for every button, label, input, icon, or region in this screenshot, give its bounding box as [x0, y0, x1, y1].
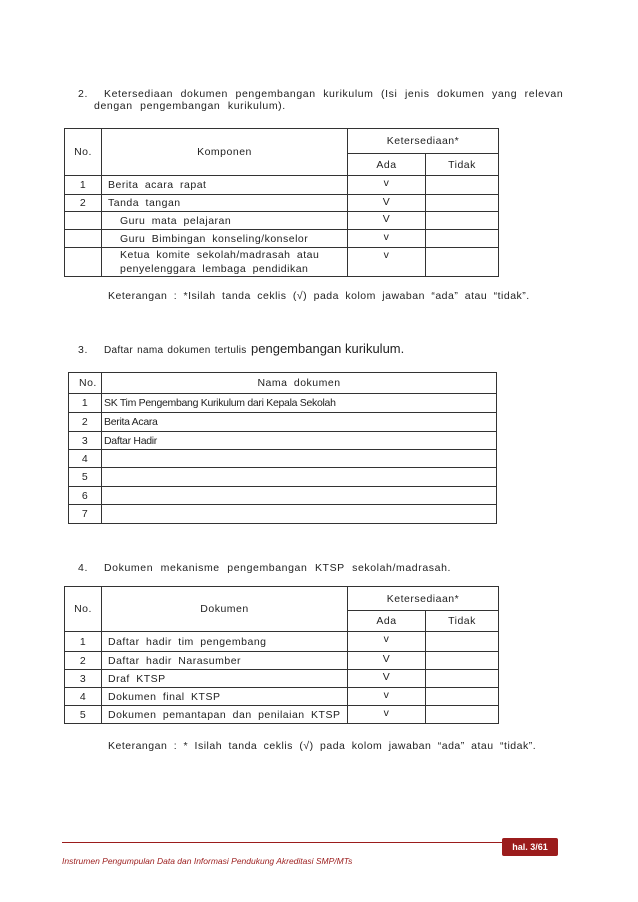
row-tidak: [426, 632, 499, 652]
table-row: [65, 670, 499, 688]
header-tidak: Tidak: [426, 611, 499, 632]
row-no: [65, 230, 102, 248]
row-nama: Daftar Hadir: [102, 432, 497, 450]
row-tidak: [426, 248, 499, 277]
section4-note: Keterangan : * Isilah tanda ceklis (√) pada kolom jawaban “ada” atau “tidak”.: [108, 740, 537, 752]
row-no: [65, 248, 102, 277]
row-item-line2: penyelenggara lembaga pendidikan: [120, 263, 309, 275]
row-no: 5: [69, 468, 102, 487]
table-row: [65, 176, 499, 195]
row-tidak: [426, 670, 499, 688]
row-nama: Berita Acara: [102, 413, 497, 432]
row-no: 2: [69, 413, 102, 432]
section3-table: [68, 372, 497, 524]
table-row: [69, 505, 497, 524]
header-komponen: Komponen: [102, 129, 348, 176]
header-ketersediaan: Ketersediaan*: [348, 129, 499, 154]
row-item: Draf KTSP: [102, 670, 348, 688]
section4-number: 4.: [78, 562, 88, 574]
row-ada: V: [348, 212, 426, 230]
row-no: 1: [65, 176, 102, 195]
section4-table: [64, 586, 499, 724]
row-item: Berita acara rapat: [102, 176, 348, 195]
table-row: [65, 688, 499, 706]
header-no: No.: [69, 373, 102, 394]
row-ada: V: [348, 670, 426, 688]
section2-note: Keterangan : *Isilah tanda ceklis (√) pada kolom jawaban “ada” atau “tidak”.: [108, 290, 530, 302]
table-row: [69, 487, 497, 505]
section3-title: [104, 340, 404, 358]
row-item: [102, 248, 348, 277]
row-no: 6: [69, 487, 102, 505]
section2-number: 2.: [78, 88, 88, 100]
row-nama: [102, 468, 497, 487]
section3-title-suffix: pengembangan kurikulum: [251, 341, 401, 356]
row-ada: v: [348, 230, 426, 248]
table-row: [65, 652, 499, 670]
table-row: [69, 394, 497, 413]
row-nama: [102, 505, 497, 524]
row-ada: v: [348, 248, 426, 277]
row-item: Dokumen pemantapan dan penilaian KTSP: [102, 706, 348, 724]
section2-title-line2: dengan pengembangan kurikulum).: [94, 100, 286, 112]
table-row: [69, 432, 497, 450]
header-no: No.: [65, 587, 102, 632]
row-tidak: [426, 176, 499, 195]
footer-text: Instrumen Pengumpulan Data dan Informasi Pendukung Akreditasi SMP/MTs: [62, 856, 353, 866]
row-no: 7: [69, 505, 102, 524]
row-item: Guru mata pelajaran: [102, 212, 348, 230]
row-tidak: [426, 230, 499, 248]
header-ketersediaan: Ketersediaan*: [348, 587, 499, 611]
table-row: [65, 230, 499, 248]
header-ada: Ada: [348, 611, 426, 632]
row-no: 1: [69, 394, 102, 413]
row-item: Daftar hadir Narasumber: [102, 652, 348, 670]
header-tidak: Tidak: [426, 154, 499, 176]
row-no: 1: [65, 632, 102, 652]
table-row: [65, 632, 499, 652]
row-ada: V: [348, 652, 426, 670]
section2-title-line1: Ketersediaan dokumen pengembangan kurikulum (Isi jenis dokumen yang relevan: [104, 88, 564, 100]
row-tidak: [426, 688, 499, 706]
table-row: [65, 706, 499, 724]
row-no: 3: [69, 432, 102, 450]
row-tidak: [426, 195, 499, 212]
section3-title-prefix: Daftar nama dokumen tertulis: [104, 345, 247, 356]
row-ada: v: [348, 632, 426, 652]
row-no: 5: [65, 706, 102, 724]
header-no: No.: [65, 129, 102, 176]
header-ada: Ada: [348, 154, 426, 176]
row-item-line1: Ketua komite sekolah/madrasah atau: [120, 249, 320, 261]
row-item: Guru Bimbingan konseling/konselor: [102, 230, 348, 248]
section3-title-end: .: [400, 341, 405, 356]
row-no: [65, 212, 102, 230]
row-ada: v: [348, 688, 426, 706]
row-item: Dokumen final KTSP: [102, 688, 348, 706]
table-row: [65, 195, 499, 212]
footer-divider: [62, 842, 502, 843]
row-no: 4: [65, 688, 102, 706]
row-no: 2: [65, 195, 102, 212]
row-item: Tanda tangan: [102, 195, 348, 212]
row-ada: v: [348, 706, 426, 724]
page-number-badge: hal. 3/61: [502, 838, 558, 856]
row-no: 3: [65, 670, 102, 688]
row-nama: [102, 450, 497, 468]
section2-table: [64, 128, 499, 277]
row-ada: v: [348, 176, 426, 195]
row-no: 2: [65, 652, 102, 670]
header-dokumen: Dokumen: [102, 587, 348, 632]
row-ada: V: [348, 195, 426, 212]
table-row: [69, 413, 497, 432]
row-nama: [102, 487, 497, 505]
table-row: [69, 450, 497, 468]
table-row: [65, 248, 499, 277]
row-nama: SK Tim Pengembang Kurikulum dari Kepala Sekolah: [102, 394, 497, 413]
section4-title: Dokumen mekanisme pengembangan KTSP sekolah/madrasah.: [104, 562, 452, 574]
row-item: Daftar hadir tim pengembang: [102, 632, 348, 652]
row-no: 4: [69, 450, 102, 468]
table-row: [69, 468, 497, 487]
header-nama: Nama dokumen: [102, 373, 497, 394]
section3-number: 3.: [78, 344, 88, 356]
row-tidak: [426, 652, 499, 670]
row-tidak: [426, 212, 499, 230]
row-tidak: [426, 706, 499, 724]
table-row: [65, 212, 499, 230]
